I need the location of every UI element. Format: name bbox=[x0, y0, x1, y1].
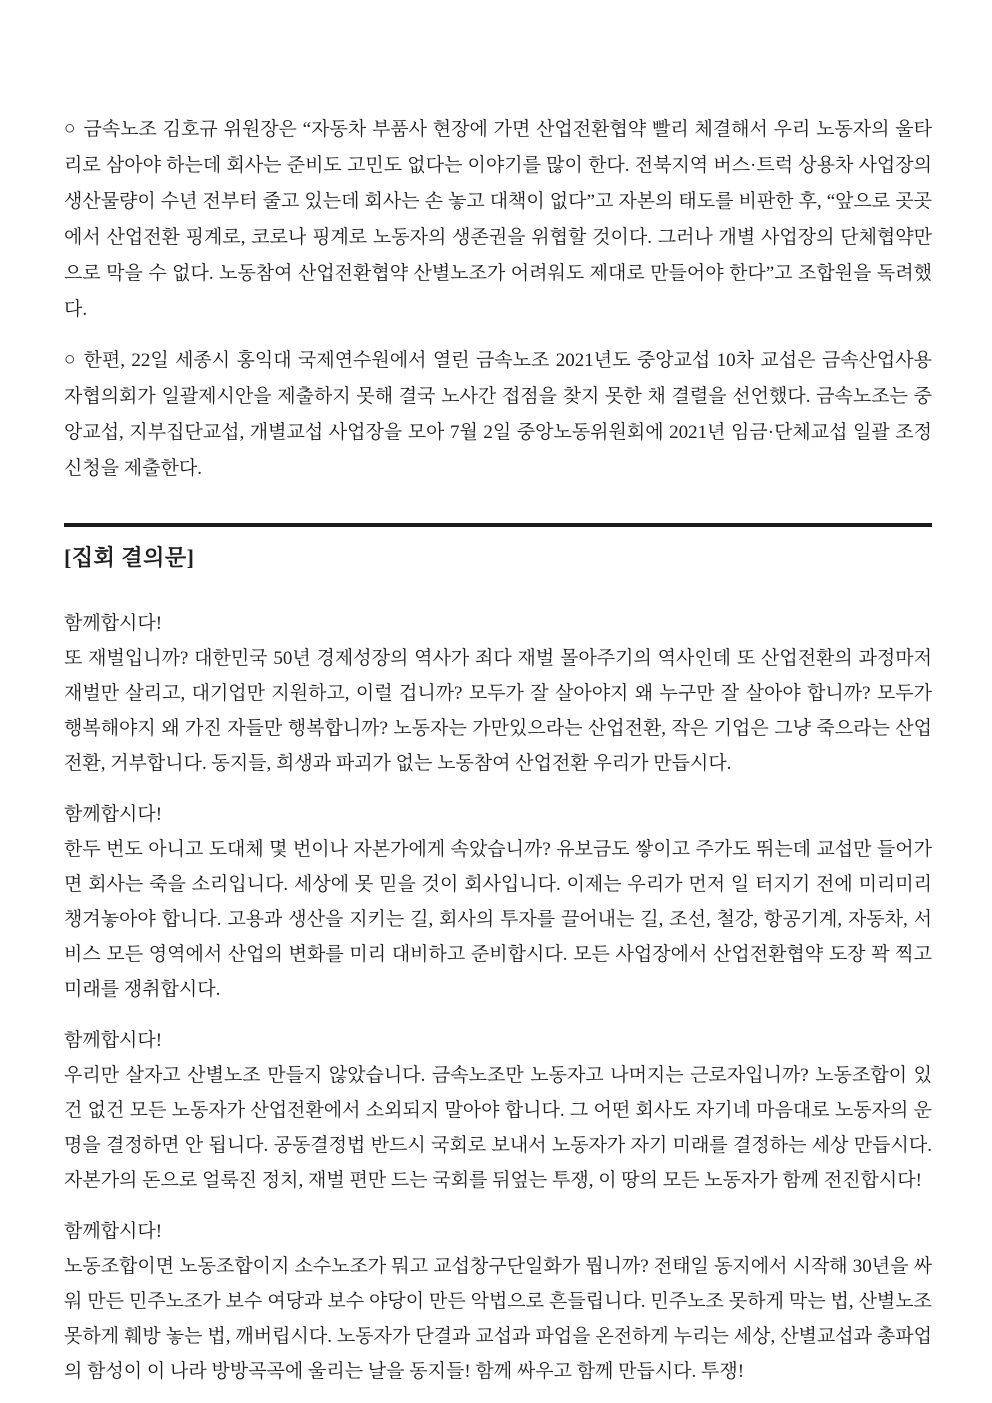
section-body: 우리만 살자고 산별노조 만들지 않았습니다. 금속노조만 노동자고 나머지는 근로자입니까? 노동조합이 있건 없건 모든 노동자가 산업전환에서 소외되지 말아야 합니다. 그 어떤 회사도 자기네 마음대로 노동자의 운명을 결정하면 안 됩니다. 공동결정법 반드시 국회로 보내서 노동자가 자기 미래를 결정하는 세상 만듭시다. 자본가의 돈으로 얼룩진 정치, 재벌 편만 드는 국회를 뒤엎는 투쟁, 이 땅의 모든 노동자가 함께 전진합시다! bbox=[64, 1065, 932, 1191]
circle-bullet-icon: ○ bbox=[64, 118, 76, 139]
resolution-section bbox=[64, 1023, 932, 1198]
section-divider bbox=[64, 523, 932, 527]
resolution-section bbox=[64, 797, 932, 1007]
resolution-title: [집회 결의문] bbox=[64, 545, 195, 570]
report-paragraph-text: 금속노조 김호규 위원장은 “자동차 부품사 현장에 가면 산업전환협약 빨리 체결해서 우리 노동자의 울타리로 삼아야 하는데 회사는 준비도 고민도 없다는 이야기를 많이 한다. 전북지역 버스·트럭 상용차 사업장의 생산물량이 수년 전부터 줄고 있는데 회사는 손 놓고 대책이 없다”고 자본의 태도를 비판한 후, “앞으로 곳곳에서 산업전환 핑계로, 코로나 핑계로 노동자의 생존권을 위협할 것이다. 그러나 개별 사업장의 단체협약만으로 막을 수 없다. 노동참여 산업전환협약 산별노조가 어려워도 제대로 만들어야 한다”고 조합원을 독려했다. bbox=[64, 119, 932, 320]
circle-bullet-icon: ○ bbox=[64, 349, 76, 370]
section-body: 한두 번도 아니고 도대체 몇 번이나 자본가에게 속았습니까? 유보금도 쌓이고 주가도 뛰는데 교섭만 들어가면 회사는 죽을 소리입니다. 세상에 못 믿을 것이 회사입니다. 이제는 우리가 먼저 일 터지기 전에 미리미리 챙겨놓아야 합니다. 고용과 생산을 지키는 길, 회사의 투자를 끌어내는 길, 조선, 철강, 항공기계, 자동차, 서비스 모든 영역에서 산업의 변화를 미리 대비하고 준비합시다. 모든 사업장에서 산업전환협약 도장 꽉 찍고 미래를 쟁취합시다. bbox=[64, 839, 932, 1000]
resolution-section bbox=[64, 1214, 932, 1389]
resolution-section bbox=[64, 606, 932, 781]
report-paragraph bbox=[64, 112, 932, 328]
report-paragraph-text: 한편, 22일 세종시 홍익대 국제연수원에서 열린 금속노조 2021년도 중앙교섭 10차 교섭은 금속산업사용자협의회가 일괄제시안을 제출하지 못해 결국 노사간 접점을 찾지 못한 채 결렬을 선언했다. 금속노조는 중앙교섭, 지부집단교섭, 개별교섭 사업장을 모아 7월 2일 중앙노동위원회에 2021년 임금·단체교섭 일괄 조정신청을 제출한다. bbox=[64, 350, 932, 479]
section-body: 노동조합이면 노동조합이지 소수노조가 뭐고 교섭창구단일화가 뭡니까? 전태일 동지에서 시작해 30년을 싸워 만든 민주노조가 보수 여당과 보수 야당이 만든 악법으로 흔들립니다. 민주노조 못하게 막는 법, 산별노조 못하게 훼방 놓는 법, 깨버립시다. 노동자가 단결과 교섭과 파업을 온전하게 누리는 세상, 산별교섭과 총파업의 함성이 이 나라 방방곡곡에 울리는 날을 동지들! 함께 싸우고 함께 만듭시다. 투쟁! bbox=[64, 1256, 932, 1382]
report-paragraph bbox=[64, 343, 932, 487]
section-heading: 함께합시다! bbox=[64, 613, 163, 634]
section-heading: 함께합시다! bbox=[64, 804, 163, 825]
section-heading: 함께합시다! bbox=[64, 1221, 163, 1242]
section-heading: 함께합시다! bbox=[64, 1030, 163, 1051]
section-body: 또 재벌입니까? 대한민국 50년 경제성장의 역사가 죄다 재벌 몰아주기의 역사인데 또 산업전환의 과정마저 재벌만 살리고, 대기업만 지원하고, 이럴 겁니까? 모두가 잘 살아야지 왜 누구만 잘 살아야 합니까? 모두가 행복해야지 왜 가진 자들만 행복합니까? 노동자는 가만있으라는 산업전환, 작은 기업은 그냥 죽으라는 산업전환, 거부합니다. 동지들, 희생과 파괴가 없는 노동참여 산업전환 우리가 만듭시다. bbox=[64, 648, 932, 774]
